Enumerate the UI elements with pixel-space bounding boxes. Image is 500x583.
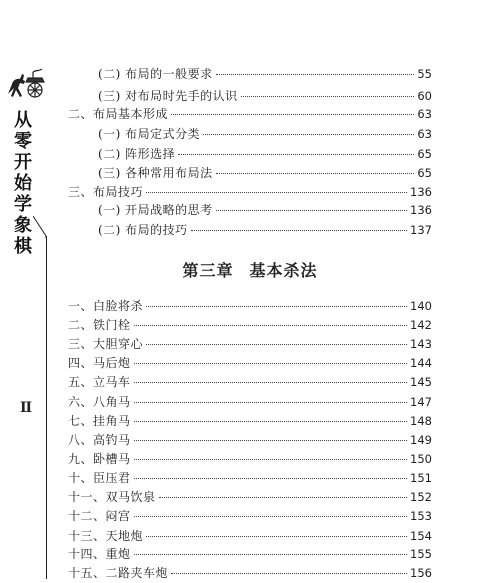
book-title-char: 始 <box>14 173 32 194</box>
toc-entry[interactable] <box>98 86 432 106</box>
toc-leader-dots <box>134 402 408 403</box>
toc-entry-page: 55 <box>417 67 432 81</box>
toc-entry-page: 156 <box>410 566 432 580</box>
toc-entry[interactable] <box>68 430 432 450</box>
toc-leader-dots <box>241 96 415 97</box>
book-title-char: 零 <box>14 131 32 152</box>
toc-entry-title: (二) 布局的一般要求 <box>98 67 213 81</box>
toc-entry[interactable] <box>98 124 432 144</box>
toc-entry-page: 154 <box>410 529 432 543</box>
toc-entry-page: 142 <box>410 318 432 332</box>
chapter-title: 基本杀法 <box>249 261 318 280</box>
chapter-number: 第三章 <box>182 261 234 280</box>
toc-entry-page: 65 <box>417 147 432 161</box>
toc-entry-page: 148 <box>410 414 432 428</box>
toc-entry[interactable] <box>68 526 432 546</box>
book-title-char: 从 <box>14 110 32 131</box>
toc-entry-title: 四、马后炮 <box>68 356 131 370</box>
toc-entry-page: 65 <box>417 166 432 180</box>
toc-leader-dots <box>134 554 408 555</box>
toc-leader-dots <box>191 230 407 231</box>
toc-entry-title: 三、大胆穿心 <box>68 337 144 351</box>
book-title-char: 学 <box>14 194 32 215</box>
toc-entry-page: 63 <box>417 127 432 141</box>
toc-entry-page: 145 <box>410 375 432 389</box>
toc-entry-title: 五、立马车 <box>68 375 131 389</box>
toc-entry[interactable] <box>68 182 432 202</box>
toc-entry-title: 三、布局技巧 <box>68 185 144 199</box>
toc-entry[interactable] <box>68 372 432 392</box>
toc-entry[interactable] <box>68 563 432 583</box>
toc-leader-dots <box>171 573 407 574</box>
toc-entry-page: 149 <box>410 433 432 447</box>
toc-entry[interactable] <box>68 411 432 431</box>
toc-entry-page: 136 <box>410 203 432 217</box>
toc-leader-dots <box>146 344 407 345</box>
toc-entry[interactable] <box>68 506 432 526</box>
toc-entry[interactable] <box>68 449 432 469</box>
chapter-heading <box>0 258 500 281</box>
toc-leader-dots <box>134 478 408 479</box>
toc-leader-dots <box>134 363 408 364</box>
toc-leader-dots <box>134 440 408 441</box>
book-title-char: 象 <box>14 215 32 236</box>
toc-entry[interactable] <box>68 544 432 564</box>
toc-entry-page: 150 <box>410 452 432 466</box>
toc-entry[interactable] <box>68 315 432 335</box>
toc-entry-title: 十三、天地炮 <box>68 529 144 543</box>
toc-leader-dots <box>216 74 415 75</box>
toc-entry-page: 140 <box>410 299 432 313</box>
toc-leader-dots <box>159 497 408 498</box>
toc-entry-title: 九、卧槽马 <box>68 452 131 466</box>
toc-entry-page: 136 <box>410 185 432 199</box>
toc-entry-title: 六、八角马 <box>68 395 131 409</box>
toc-leader-dots <box>216 210 407 211</box>
toc-entry[interactable] <box>98 163 432 183</box>
book-title-char: 开 <box>14 152 32 173</box>
toc-entry-page: 143 <box>410 337 432 351</box>
toc-entry-title: 二、铁门栓 <box>68 318 131 332</box>
toc-entry-title: 十一、双马饮泉 <box>68 490 156 504</box>
toc-leader-dots <box>146 536 407 537</box>
toc-entry-page: 153 <box>410 509 432 523</box>
toc-entry-title: 十、臣压君 <box>68 471 131 485</box>
toc-entry-title: (三) 对布局时先手的认识 <box>98 89 238 103</box>
toc-entry[interactable] <box>98 64 432 84</box>
toc-leader-dots <box>146 192 407 193</box>
toc-entry-title: 二、布局基本形成 <box>68 107 169 121</box>
toc-entry-page: 144 <box>410 356 432 370</box>
toc-entry-page: 60 <box>417 89 432 103</box>
toc-entry[interactable] <box>68 353 432 373</box>
toc-entry[interactable] <box>68 392 432 412</box>
toc-entry-title: 八、高钓马 <box>68 433 131 447</box>
toc-entry-page: 137 <box>410 223 432 237</box>
toc-leader-dots <box>178 154 414 155</box>
toc-entry-title: 一、白脸将杀 <box>68 299 144 313</box>
toc-entry[interactable] <box>68 487 432 507</box>
toc-leader-dots <box>134 325 408 326</box>
toc-entry-page: 151 <box>410 471 432 485</box>
toc-entry-title: (三) 各种常用布局法 <box>98 166 213 180</box>
toc-entry-title: (二) 阵形选择 <box>98 147 176 161</box>
toc-entry-title: (二) 布局的技巧 <box>98 223 188 237</box>
toc-entry[interactable] <box>68 104 432 124</box>
toc-leader-dots <box>146 306 407 307</box>
toc-entry-page: 147 <box>410 395 432 409</box>
toc-entry-page: 63 <box>417 107 432 121</box>
toc-leader-dots <box>203 134 414 135</box>
toc-entry-title: 十五、二路夹车炮 <box>68 566 169 580</box>
toc-leader-dots <box>134 459 408 460</box>
toc-leader-dots <box>134 516 408 517</box>
toc-leader-dots <box>134 382 408 383</box>
toc-entry-page: 152 <box>410 490 432 504</box>
toc-entry-title: (一) 布局定式分类 <box>98 127 201 141</box>
toc-entry[interactable] <box>68 296 432 316</box>
toc-entry-title: 十四、重炮 <box>68 547 131 561</box>
page-number: II <box>20 400 32 416</box>
toc-entry-title: (一) 开局战略的思考 <box>98 203 213 217</box>
toc-entry-title: 十二、闷宫 <box>68 509 131 523</box>
toc-entry[interactable] <box>98 200 432 220</box>
toc-entry-title: 七、挂角马 <box>68 414 131 428</box>
toc-leader-dots <box>134 421 408 422</box>
toc-entry[interactable] <box>98 144 432 164</box>
toc-entry[interactable] <box>68 468 432 488</box>
toc-entry-page: 155 <box>410 547 432 561</box>
toc-leader-dots <box>171 114 414 115</box>
toc-leader-dots <box>216 173 415 174</box>
toc-entry[interactable] <box>68 334 432 354</box>
toc-entry[interactable] <box>98 220 432 240</box>
book-title-char: 棋 <box>14 236 32 257</box>
